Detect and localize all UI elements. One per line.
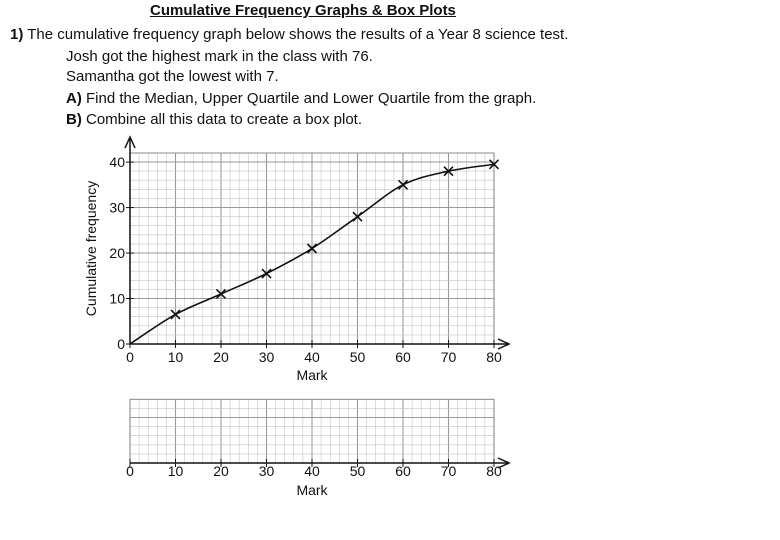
x-tick-label: 20 xyxy=(213,349,229,365)
box-plot-tick-label: 0 xyxy=(126,463,134,479)
x-tick-label: 70 xyxy=(440,349,457,365)
box-plot-tick-label: 70 xyxy=(440,463,457,479)
y-tick-label: 40 xyxy=(109,154,125,171)
box-plot-tick-label: 10 xyxy=(167,463,184,479)
box-plot-axis-label: Mark xyxy=(296,482,328,498)
x-tick-label: 10 xyxy=(167,349,184,365)
x-tick-label: 0 xyxy=(126,349,134,365)
question-intro-text: The cumulative frequency graph below shows the results of a Year 8 science test. xyxy=(27,26,569,43)
highest-mark-line: Josh got the highest mark in the class with 76. xyxy=(66,48,373,65)
box-plot-tick-label: 50 xyxy=(349,463,366,479)
x-tick-label: 80 xyxy=(486,349,502,365)
y-tick-label: 20 xyxy=(109,245,125,262)
x-axis-label: Mark xyxy=(296,367,328,383)
part-a-text: Find the Median, Upper Quartile and Lower Quartile from the graph. xyxy=(86,90,537,107)
y-tick-label: 10 xyxy=(109,290,125,307)
box-plot-tick-label: 40 xyxy=(304,463,320,479)
y-tick-label: 30 xyxy=(109,199,125,216)
worksheet-title: Cumulative Frequency Graphs & Box Plots xyxy=(150,2,456,19)
x-tick-label: 50 xyxy=(349,349,366,365)
box-plot-tick-label: 60 xyxy=(395,463,411,479)
part-b-label: B) xyxy=(66,111,82,128)
part-b-text: Combine all this data to create a box plot. xyxy=(86,111,362,128)
box-plot-tick-label: 80 xyxy=(486,463,502,479)
x-tick-label: 30 xyxy=(258,349,275,365)
x-tick-label: 60 xyxy=(395,349,411,365)
y-axis-label: Cumulative frequency xyxy=(83,180,99,317)
box-plot-grid xyxy=(130,399,494,463)
box-plot-tick-label: 30 xyxy=(258,463,275,479)
x-tick-label: 40 xyxy=(304,349,320,365)
y-tick-label: 0 xyxy=(117,336,125,352)
box-plot-tick-label: 20 xyxy=(213,463,229,479)
lowest-mark-line: Samantha got the lowest with 7. xyxy=(66,68,279,85)
part-a-label: A) xyxy=(66,90,82,107)
question-number: 1) xyxy=(10,26,24,43)
